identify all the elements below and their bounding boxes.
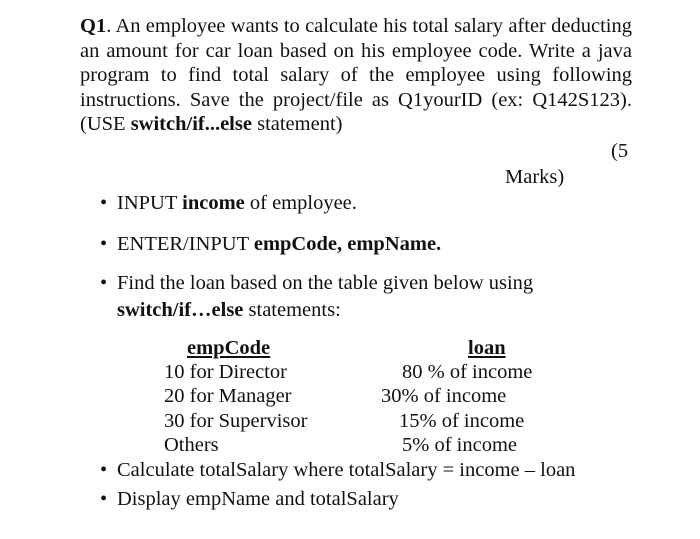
question-line-3: Write a java program to find total salary of the employee using xyxy=(80,39,633,87)
list-item-bold: empCode, empName. xyxy=(253,233,442,255)
question-number: Q1 xyxy=(80,15,107,37)
list-item-text: ENTER/INPUT xyxy=(117,233,254,255)
table-cell-code: Others xyxy=(164,434,219,456)
table-cell-code: 10 for Director xyxy=(164,361,287,383)
marks-open: (5 xyxy=(611,140,629,162)
bullet-icon: • xyxy=(100,488,108,510)
bullet-icon: • xyxy=(100,459,108,481)
bullet-icon: • xyxy=(100,272,108,294)
list-item-text: INPUT xyxy=(117,192,183,214)
table-header-loan: loan xyxy=(468,337,506,359)
list-item-text: Display empName and totalSalary xyxy=(117,488,399,510)
question-line-1: . An employee wants to calculate his total salary after xyxy=(106,15,546,37)
bullet-icon: • xyxy=(100,192,108,214)
table-cell-loan: 80 % of income xyxy=(402,361,533,383)
question-paragraph xyxy=(80,14,632,137)
bullet-icon: • xyxy=(100,233,108,255)
table-cell-loan: 30% of income xyxy=(381,385,507,407)
question-line-5-bold: switch/if...else xyxy=(130,113,252,136)
continued-bold: switch/if…else xyxy=(117,299,244,321)
list-item-bold: income xyxy=(182,192,245,214)
continued-text: statements: xyxy=(243,299,341,321)
marks-close: Marks) xyxy=(505,166,565,188)
question-line-5-end: statement) xyxy=(251,113,343,136)
table-cell-code: 30 for Supervisor xyxy=(164,410,308,432)
list-item-text: Calculate totalSalary where totalSalary = income – loan xyxy=(117,459,576,481)
question-line-2: deducting an amount for car loan based on his employee code. xyxy=(80,15,632,62)
list-item-text-end: of employee. xyxy=(244,192,357,214)
question-line-4: following instructions. Save the project/file as Q1yourID (ex: xyxy=(80,64,633,111)
table-cell-code: 20 for Manager xyxy=(164,385,292,407)
list-item-find-loan-continued xyxy=(117,299,341,322)
list-item-text: Find the loan based on the table given below using xyxy=(117,272,534,294)
table-cell-loan: 5% of income xyxy=(402,434,517,456)
table-cell-loan: 15% of income xyxy=(399,410,525,432)
table-header-empcode: empCode xyxy=(187,337,271,359)
question-line-5-start: Q142S123). (USE xyxy=(80,88,632,136)
